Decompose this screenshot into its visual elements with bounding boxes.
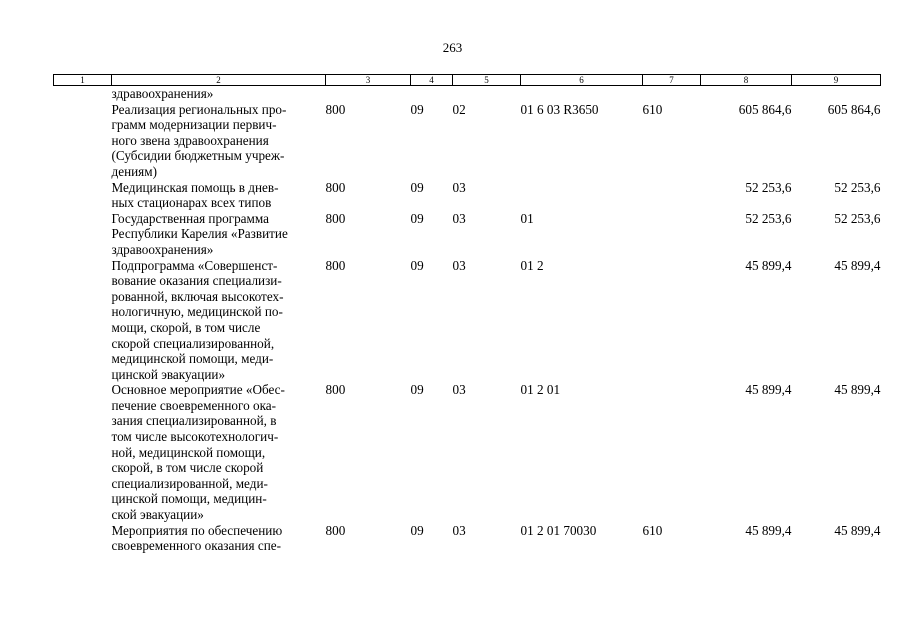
row-name-line: ного звена здравоохранения <box>111 132 269 148</box>
column-header: 7 <box>643 75 701 86</box>
amount-cell: 52 253,6 <box>834 210 881 226</box>
row-number-cell <box>54 211 112 258</box>
row-name-line: скорой, в том числе скорой <box>111 460 264 476</box>
row-name-cell <box>112 258 326 383</box>
row-name-line: Основное мероприятие «Обес- <box>111 382 285 398</box>
row-number-cell <box>54 382 112 522</box>
section-code-cell: 09 <box>410 179 424 195</box>
column-header: 4 <box>411 75 453 86</box>
amount-cell: 52 253,6 <box>834 179 881 195</box>
row-number-cell <box>54 86 112 102</box>
expense-type-cell <box>643 258 701 383</box>
table-row <box>54 180 881 211</box>
row-name-line: медицинской помощи, меди- <box>111 351 274 367</box>
column-header: 2 <box>112 75 326 86</box>
row-name-line: том числе высокотехнологич- <box>111 429 279 445</box>
row-name-line: своевременного оказания спе- <box>111 538 281 554</box>
expense-type-cell: 610 <box>642 522 663 538</box>
amount-cell: 605 864,6 <box>827 101 881 117</box>
column-header: 6 <box>521 75 643 86</box>
subsection-code-cell: 03 <box>452 179 466 195</box>
column-header: 8 <box>701 75 792 86</box>
row-name-cell <box>112 86 326 102</box>
table-row <box>54 382 881 522</box>
subsection-code-cell: 03 <box>452 382 466 398</box>
column-header: 1 <box>54 75 112 86</box>
section-code-cell: 09 <box>410 210 424 226</box>
expense-type-cell <box>643 382 701 522</box>
table-row <box>54 86 881 102</box>
amount-cell: 45 899,4 <box>834 522 881 538</box>
row-name-line: нологичную, медицинской по- <box>111 304 283 320</box>
row-name-cell <box>112 211 326 258</box>
row-name-line: ных стационарах всех типов <box>111 195 272 211</box>
row-name-line: печение своевременного ока- <box>111 397 277 413</box>
table-row <box>54 102 881 180</box>
ministry-code-cell: 800 <box>325 257 346 273</box>
row-name-line: ской эвакуации» <box>111 507 204 523</box>
amount-cell: 52 253,6 <box>745 210 792 226</box>
row-name-line: Мероприятия по обеспечению <box>111 522 283 538</box>
row-name-line: вование оказания специализи- <box>111 273 282 289</box>
table-row <box>54 523 881 554</box>
row-name-line: дениям) <box>111 163 157 179</box>
row-name-line: Реализация региональных про- <box>111 101 287 117</box>
subsection-code-cell <box>453 86 521 102</box>
row-number-cell <box>54 258 112 383</box>
row-name-cell <box>112 523 326 554</box>
target-article-cell: 01 2 01 70030 <box>520 522 597 538</box>
section-code-cell: 09 <box>410 101 424 117</box>
row-name-cell <box>112 180 326 211</box>
column-header: 9 <box>792 75 881 86</box>
row-name-line: цинской помощи, медицин- <box>111 491 267 507</box>
row-name-line: здравоохранения» <box>111 86 214 101</box>
row-name-line: грамм модернизации первич- <box>111 117 277 133</box>
row-name-line: Республики Карелия «Развитие <box>111 226 288 242</box>
page-number: 263 <box>442 40 463 55</box>
row-name-line: Медицинская помощь в днев- <box>111 179 279 195</box>
budget-table <box>53 74 881 554</box>
row-name-line: ной, медицинской помощи, <box>111 444 266 460</box>
target-article-cell: 01 2 01 <box>520 382 561 398</box>
row-name-line: Государственная программа <box>111 210 269 226</box>
expense-type-cell: 610 <box>642 101 663 117</box>
expense-type-cell <box>643 211 701 258</box>
row-number-cell <box>54 523 112 554</box>
row-name-line: цинской эвакуации» <box>111 366 226 382</box>
target-article-cell: 01 2 <box>520 257 544 273</box>
target-article-cell: 01 6 03 R3650 <box>520 101 599 117</box>
subsection-code-cell: 03 <box>452 257 466 273</box>
row-name-line: Подпрограмма «Совершенст- <box>111 257 278 273</box>
row-number-cell <box>54 102 112 180</box>
column-number-header <box>54 75 881 86</box>
ministry-code-cell <box>326 86 411 102</box>
section-code-cell: 09 <box>410 382 424 398</box>
ministry-code-cell: 800 <box>325 179 346 195</box>
section-code-cell <box>411 86 453 102</box>
amount-cell: 45 899,4 <box>834 382 881 398</box>
ministry-code-cell: 800 <box>325 382 346 398</box>
amount-cell: 45 899,4 <box>745 522 792 538</box>
column-header: 3 <box>326 75 411 86</box>
expense-type-cell <box>643 86 701 102</box>
row-name-line: (Субсидии бюджетным учреж- <box>111 148 285 164</box>
table-row <box>54 211 881 258</box>
row-name-cell <box>112 382 326 522</box>
amount-cell: 45 899,4 <box>834 257 881 273</box>
target-article-cell: 01 <box>520 210 534 226</box>
subsection-code-cell: 03 <box>452 210 466 226</box>
row-name-line: мощи, скорой, в том числе <box>111 319 261 335</box>
section-code-cell: 09 <box>410 522 424 538</box>
amount-cell <box>701 86 792 102</box>
row-name-line: специализированной, меди- <box>111 475 268 491</box>
amount-cell: 45 899,4 <box>745 257 792 273</box>
amount-cell: 45 899,4 <box>745 382 792 398</box>
ministry-code-cell: 800 <box>325 210 346 226</box>
column-header: 5 <box>453 75 521 86</box>
amount-cell: 52 253,6 <box>745 179 792 195</box>
row-name-line: рованной, включая высокотех- <box>111 288 284 304</box>
target-article-cell <box>521 180 643 211</box>
subsection-code-cell: 02 <box>452 101 466 117</box>
amount-cell <box>792 86 881 102</box>
row-name-line: зания специализированной, в <box>111 413 277 429</box>
table-row <box>54 258 881 383</box>
expense-type-cell <box>643 180 701 211</box>
subsection-code-cell: 03 <box>452 522 466 538</box>
ministry-code-cell: 800 <box>325 522 346 538</box>
row-name-cell <box>112 102 326 180</box>
ministry-code-cell: 800 <box>325 101 346 117</box>
row-name-line: скорой специализированной, <box>111 335 275 351</box>
section-code-cell: 09 <box>410 257 424 273</box>
row-name-line: здравоохранения» <box>111 241 214 257</box>
row-number-cell <box>54 180 112 211</box>
target-article-cell <box>521 86 643 102</box>
amount-cell: 605 864,6 <box>738 101 792 117</box>
